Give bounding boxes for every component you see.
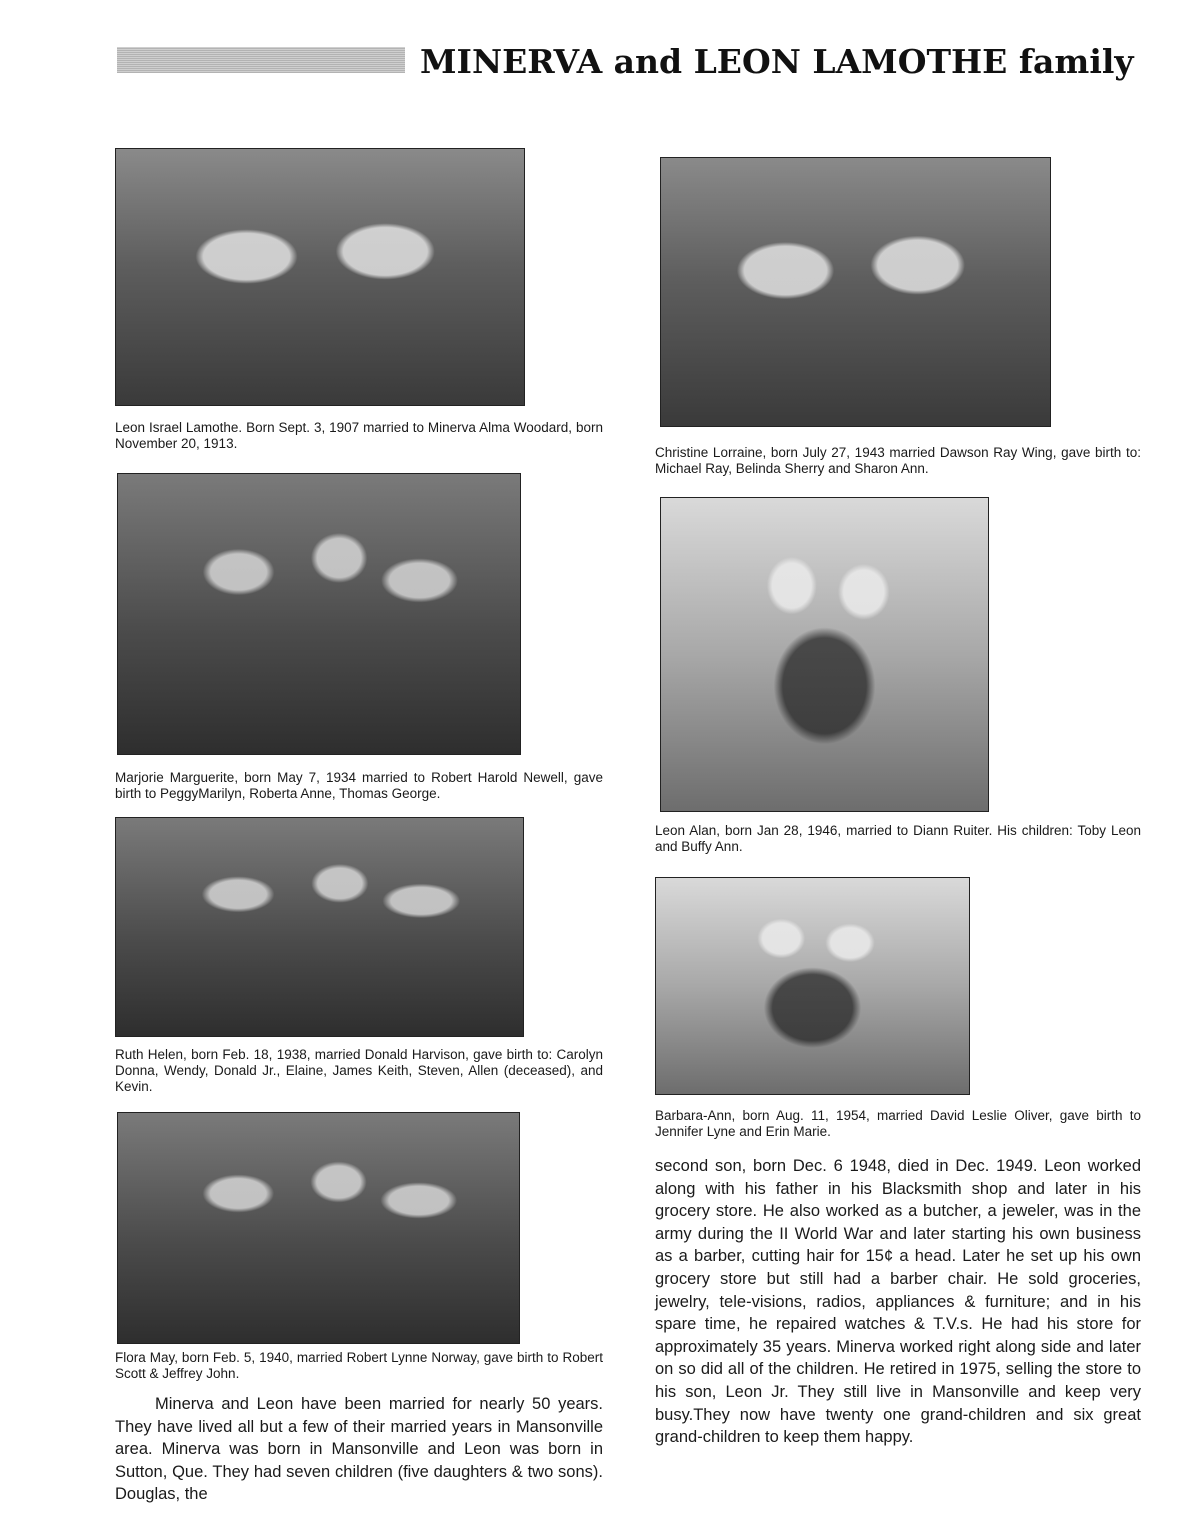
photo-marjorie-family bbox=[117, 473, 521, 755]
photo-ruth-family bbox=[115, 817, 524, 1037]
title-decoration-bar bbox=[117, 47, 405, 73]
caption-ruth-family: Ruth Helen, born Feb. 18, 1938, married Donald Harvison, gave birth to: Carolyn Donna, Wendy, Donald Jr., Elaine, James Keith, Steven, Allen (deceased), and Kevin. bbox=[115, 1047, 603, 1094]
caption-flora-family: Flora May, born Feb. 5, 1940, married Robert Lynne Norway, gave birth to Robert Scott & Jeffrey John. bbox=[115, 1350, 603, 1381]
page-title: MINERVA and LEON LAMOTHE family bbox=[420, 42, 1134, 81]
caption-barbara-ann-family: Barbara-Ann, born Aug. 11, 1954, married David Leslie Oliver, gave birth to Jennifer Lyne and Erin Marie. bbox=[655, 1108, 1141, 1139]
article-left-paragraph: Minerva and Leon have been married for nearly 50 years. They have lived all but a few of their married years in Mansonville area. Minerva was born in Mansonville and Leon was born in Sutton, Que. They had seven children (five daughters & two sons). Douglas, the bbox=[115, 1395, 603, 1504]
article-right-paragraph: second son, born Dec. 6 1948, died in Dec. 1949. Leon worked along with his father in his Blacksmith shop and later in his grocery store. He also worked as a butcher, a jeweler, was in the army during the II World War and later starting his own business as a barber, cutting hair for 15¢ a head. Later he set up his own grocery store but still had a barber chair. He sold groceries, jewelry, tele-visions, radios, appliances & furniture; and in his spare time, he repaired watches & T.V.s. He had his store for approximately 35 years. Minerva worked right along side and later on so did all of the children. He retired in 1975, selling the store to his son, Leon Jr. They still live in Mansonville and keep very busy.They now have twenty one grand-children and six great grand-children to keep them happy. bbox=[655, 1157, 1141, 1447]
caption-marjorie-family: Marjorie Marguerite, born May 7, 1934 married to Robert Harold Newell, gave birth to PeggyMarilyn, Roberta Anne, Thomas George. bbox=[115, 770, 603, 801]
caption-christine-family: Christine Lorraine, born July 27, 1943 married Dawson Ray Wing, gave birth to: Michael Ray, Belinda Sherry and Sharon Ann. bbox=[655, 445, 1141, 476]
photo-flora-family bbox=[117, 1112, 520, 1344]
caption-leon-and-minerva: Leon Israel Lamothe. Born Sept. 3, 1907 married to Minerva Alma Woodard, born November 20, 1913. bbox=[115, 420, 603, 451]
photo-leon-and-minerva bbox=[115, 148, 525, 406]
photo-leon-alan-family bbox=[660, 497, 989, 812]
photo-christine-family bbox=[660, 157, 1051, 427]
caption-leon-alan-family: Leon Alan, born Jan 28, 1946, married to Diann Ruiter. His children: Toby Leon and Buffy Ann. bbox=[655, 823, 1141, 854]
photo-barbara-ann-family bbox=[655, 877, 970, 1095]
